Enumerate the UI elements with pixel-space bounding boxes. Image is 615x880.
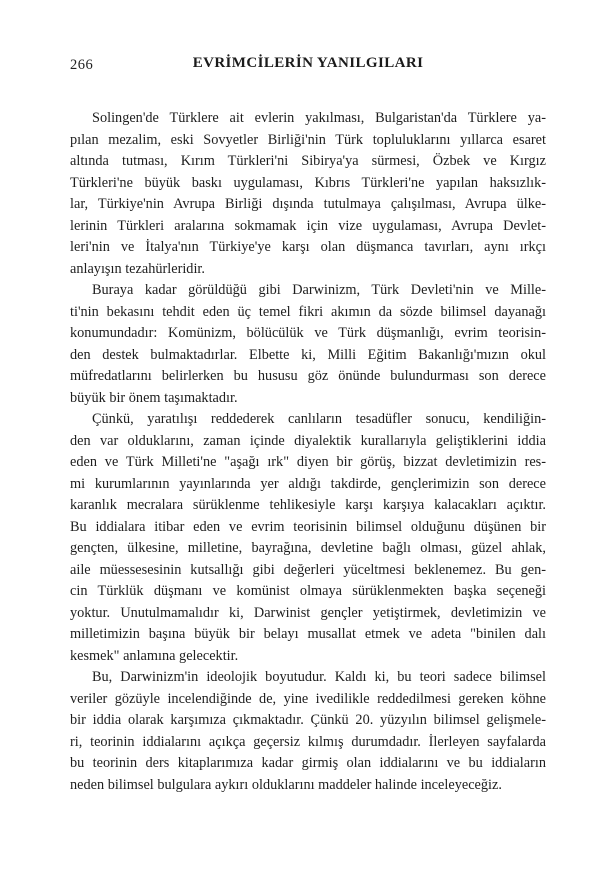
text-line: veriler gözüyle incelendiğinde de, yine ivedilikle reddedilmesi gereken köhne — [70, 690, 546, 707]
text-line: konumundadır: Komünizm, bölücülük ve Türk düşmanlığı, evrim teorisin- — [70, 325, 546, 341]
text-line: bir iddia olarak karşımıza çıkmaktadır. Çünkü 20. yüzyılın bilimsel gelişmele- — [70, 712, 546, 728]
text-line: pılan mezalim, eski Sovyetler Birliği'nin Türk topluluklarını yıllarca esaret — [70, 131, 546, 148]
text-line: Çünkü, yaratılışı reddederek canlıların tesadüfler sonucu, kendiliğin- — [92, 411, 546, 427]
text-line: Bu iddialara itibar eden ve evrim teorisinin bilimsel olduğunu düşünen bir — [70, 518, 546, 535]
text-line: müfredatlarını belirlerken bu hususu göz önünde bulundurması son derece — [70, 368, 546, 384]
paragraph — [70, 667, 546, 796]
text-line: yoktur. Unutulmamalıdır ki, Darwinist gençler yetiştirmek, devletimizin ve — [70, 604, 546, 621]
text-line: aile müessesesinin kutsallığı gibi değerleri yüceltmesi beklenemez. Bu gen- — [70, 561, 546, 578]
page-number: 266 — [70, 57, 94, 73]
text-line: anlayışın tezahürleridir. — [70, 260, 205, 277]
text-line: karanlık mecralara sürüklenme tehlikesiyle karşı karşıya kalacakları açıktır. — [70, 497, 546, 513]
page-header — [70, 55, 546, 75]
text-line: eden ve Türk Milleti'ne "aşağı ırk" diyen bir görüş, bizzat devletimizin res- — [70, 454, 546, 470]
text-line: milletimizin başına büyük bir belayı musallat etmek ve adeta "binilen dalı — [70, 626, 546, 642]
page-body — [70, 108, 546, 796]
text-line: büyük bir önem taşımaktadır. — [70, 389, 238, 406]
text-line: den destek bulmaktadırlar. Elbette ki, Milli Eğitim Bakanlığı'mızın okul — [70, 346, 546, 363]
text-line: altında tutması, Kırım Türkleri'ni Sibirya'ya sürmesi, Özbek ve Kırgız — [70, 153, 546, 169]
text-line: kesmek" anlamına gelecektir. — [70, 647, 239, 664]
text-line: mi kurumlarının yayınlarında yer aldığı takdirde, gençlerimizin son derece — [70, 475, 546, 492]
text-line: lar, Türkiye'nin Avrupa Birliği dışında tutulmaya çalışılması, Avrupa ülke- — [70, 196, 546, 212]
text-line: den var olduklarını, zaman içinde diyalektik kurallarıyla geliştiklerini iddia — [70, 432, 546, 449]
text-line: Bu, Darwinizm'in ideolojik boyutudur. Kaldı ki, bu teori sadece bilimsel — [92, 669, 546, 685]
paragraph — [70, 409, 546, 667]
text-line: ti'nin bekasını tehdit eden üç temel fikri akımın da sözde bilimsel dayanağı — [70, 303, 546, 320]
text-line: Solingen'de Türklere ait evlerin yakılması, Bulgaristan'da Türklere ya- — [92, 110, 546, 126]
text-line: gençten, ülkesine, milletine, bayrağına, devletine bağlı olması, güzel ahlak, — [70, 540, 546, 556]
text-line: lerinin Türkleri aralarına sokmamak için vize uygulaması, Avrupa Devlet- — [70, 217, 546, 234]
running-header-title: EVRİMCİLERİN YANILGILARI — [192, 55, 424, 71]
paragraph — [70, 108, 546, 280]
text-line: bu teorinin ders kitaplarımıza kadar girmiş olan iddialarını ve bu iddiaların — [70, 755, 546, 771]
paragraph — [70, 280, 546, 409]
text-line: Türkleri'ne büyük baskı uygulaması, Kıbrıs Türkleri'ne yapılan haksızlık- — [70, 174, 546, 191]
text-line: neden bilimsel bulgulara aykırı olduklarını maddeler halinde inceleyeceğiz. — [70, 776, 502, 793]
text-line: ri, teorinin iddialarını açıkça geçersiz kılmış durumdadır. İlerleyen sayfalarda — [70, 733, 546, 750]
text-line: cin Türklük düşmanı ve komünist olmaya sürüklenmekten başka seçeneği — [70, 583, 546, 599]
text-line: Buraya kadar görüldüğü gibi Darwinizm, Türk Devleti'nin ve Mille- — [92, 282, 546, 298]
text-line: leri'nin ve İtalya'nın Türkiye'ye karşı olan düşmanca tavırları, aynı ırkçı — [70, 239, 546, 255]
